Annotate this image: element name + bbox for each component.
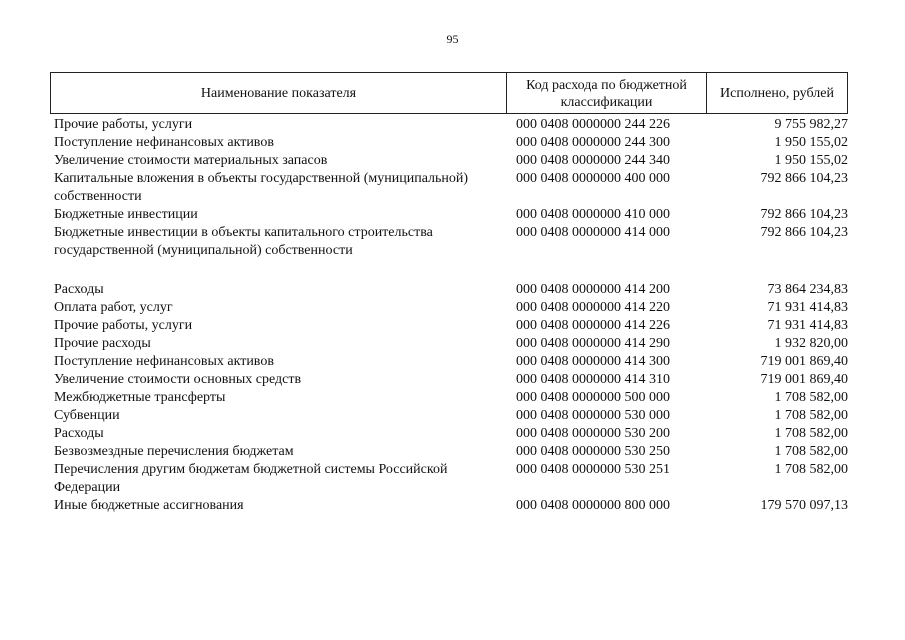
row-code: 000 0408 0000000 244 226 — [516, 117, 670, 132]
row-value: 71 931 414,83 — [767, 300, 848, 315]
row-value: 792 866 104,23 — [760, 225, 848, 240]
header-code: Код расхода по бюджетной классификации — [507, 73, 707, 113]
row-value: 9 755 982,27 — [774, 117, 848, 132]
row-value: 73 864 234,83 — [767, 282, 848, 297]
row-value: 719 001 869,40 — [760, 372, 848, 387]
row-value: 1 950 155,02 — [774, 135, 848, 150]
table-row — [54, 281, 848, 299]
row-value: 1 708 582,00 — [774, 390, 848, 405]
row-code: 000 0408 0000000 414 000 — [516, 225, 670, 240]
row-name: Расходы — [54, 282, 104, 297]
row-value: 71 931 414,83 — [767, 318, 848, 333]
row-name: Расходы — [54, 426, 104, 441]
row-name: Увеличение стоимости основных средств — [54, 372, 302, 387]
table-row — [54, 299, 848, 317]
table-body — [54, 116, 848, 515]
row-code: 000 0408 0000000 414 220 — [516, 300, 670, 315]
table-row — [54, 317, 848, 335]
row-name: Прочие работы, услуги — [54, 318, 193, 333]
row-code: 000 0408 0000000 414 300 — [516, 354, 670, 369]
row-value: 1 708 582,00 — [774, 462, 848, 477]
row-value: 1 708 582,00 — [774, 408, 848, 423]
row-code: 000 0408 0000000 244 340 — [516, 153, 670, 168]
table-row — [54, 497, 848, 515]
table-row — [54, 425, 848, 443]
row-name: Капитальные вложения в объекты государственной (муниципальной) собственности — [54, 171, 469, 204]
table-row — [54, 443, 848, 461]
row-name: Безвозмездные перечисления бюджетам — [54, 444, 294, 459]
row-code: 000 0408 0000000 414 226 — [516, 318, 670, 333]
table-row — [54, 389, 848, 407]
page-number: 95 — [446, 32, 459, 46]
row-name: Поступление нефинансовых активов — [54, 354, 274, 369]
row-name: Субвенции — [54, 408, 120, 423]
table-row — [54, 224, 848, 260]
row-value: 792 866 104,23 — [760, 207, 848, 222]
table-row — [54, 206, 848, 224]
row-value: 1 932 820,00 — [774, 336, 848, 351]
row-name: Бюджетные инвестиции — [54, 207, 198, 222]
row-value: 792 866 104,23 — [760, 171, 848, 186]
row-name: Иные бюджетные ассигнования — [54, 498, 244, 513]
row-code: 000 0408 0000000 530 000 — [516, 408, 670, 423]
table-row — [54, 335, 848, 353]
table-row — [54, 134, 848, 152]
table-row — [54, 152, 848, 170]
row-value: 179 570 097,13 — [760, 498, 848, 513]
row-value: 1 708 582,00 — [774, 444, 848, 459]
row-name: Перечисления другим бюджетам бюджетной системы Российской Федерации — [54, 462, 448, 495]
row-name: Увеличение стоимости материальных запасов — [54, 153, 328, 168]
row-code: 000 0408 0000000 500 000 — [516, 390, 670, 405]
row-name: Бюджетные инвестиции в объекты капитального строительства государственной (муниципальной) собственности — [54, 225, 433, 258]
header-executed: Исполнено, рублей — [720, 85, 834, 101]
row-value: 1 708 582,00 — [774, 426, 848, 441]
row-code: 000 0408 0000000 414 200 — [516, 282, 670, 297]
row-name: Прочие расходы — [54, 336, 151, 351]
row-name: Прочие работы, услуги — [54, 117, 193, 132]
table-row — [54, 407, 848, 425]
table-row — [54, 371, 848, 389]
row-code: 000 0408 0000000 530 200 — [516, 426, 670, 441]
row-gap — [54, 260, 848, 281]
row-value: 719 001 869,40 — [760, 354, 848, 369]
table-row — [54, 461, 848, 497]
table-row — [54, 170, 848, 206]
row-code: 000 0408 0000000 800 000 — [516, 498, 670, 513]
row-code: 000 0408 0000000 530 251 — [516, 462, 670, 477]
header-name: Наименование показателя — [51, 73, 507, 113]
row-name: Поступление нефинансовых активов — [54, 135, 274, 150]
row-code: 000 0408 0000000 400 000 — [516, 171, 670, 186]
table-header — [50, 72, 848, 114]
row-code: 000 0408 0000000 410 000 — [516, 207, 670, 222]
row-code: 000 0408 0000000 414 290 — [516, 336, 670, 351]
row-name: Межбюджетные трансферты — [54, 390, 226, 405]
row-value: 1 950 155,02 — [774, 153, 848, 168]
row-code: 000 0408 0000000 530 250 — [516, 444, 670, 459]
row-code: 000 0408 0000000 244 300 — [516, 135, 670, 150]
row-name: Оплата работ, услуг — [54, 300, 173, 315]
table-row — [54, 353, 848, 371]
row-code: 000 0408 0000000 414 310 — [516, 372, 670, 387]
table-row — [54, 116, 848, 134]
